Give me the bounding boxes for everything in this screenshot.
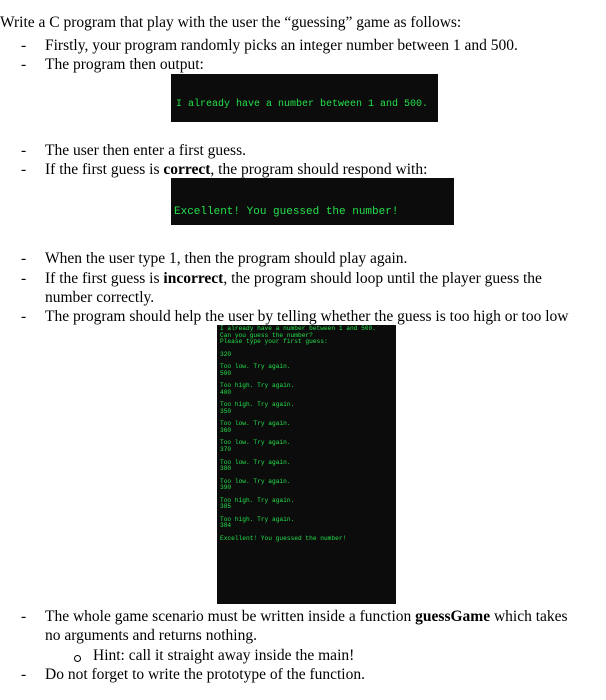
- terminal-line: Too low. Try again.: [220, 363, 291, 371]
- sub-bullet-circle-icon: [74, 655, 81, 662]
- bullet-text-function: [45, 608, 568, 626]
- bold-incorrect: incorrect: [163, 270, 224, 287]
- bullet-text-part: which takes: [490, 608, 568, 625]
- terminal-line: 390: [220, 484, 232, 492]
- terminal-line: 380: [220, 465, 232, 473]
- bullet-text-part: If the first guess is: [45, 161, 164, 178]
- terminal-output-initial: [171, 74, 438, 122]
- bullet-text-part: The whole game scenario must be written inside a function: [45, 608, 416, 625]
- bullet-text-part: , the program should loop until the player guess the: [223, 270, 542, 287]
- terminal-line: Too high. Try again.: [220, 401, 295, 409]
- bullet-dash: -: [21, 161, 27, 178]
- terminal-line: Too high. Try again.: [220, 496, 295, 504]
- bullet-dash: -: [21, 142, 27, 159]
- terminal-line: 370: [220, 446, 232, 454]
- sub-bullet-text: Hint: call it straight away inside the main!: [93, 647, 355, 664]
- terminal-line: Too low. Try again.: [220, 458, 291, 466]
- bullet-dash: -: [21, 56, 27, 73]
- terminal-line: Too high. Try again.: [220, 382, 295, 390]
- terminal-line: I already have a number between 1 and 500.: [176, 99, 429, 110]
- terminal-line: 360: [220, 426, 232, 434]
- terminal-line: Too low. Try again.: [220, 439, 291, 447]
- terminal-line: Please type your first guess:: [220, 338, 328, 346]
- bullet-text-continued: number correctly.: [45, 289, 155, 306]
- terminal-line: 400: [220, 388, 232, 396]
- bullet-dash: -: [21, 608, 27, 625]
- terminal-line: I already have a number between 1 and 500.: [220, 325, 376, 332]
- bullet-text: The user then enter a first guess.: [45, 142, 247, 159]
- bullet-text-part: If the first guess is: [45, 270, 164, 287]
- bold-correct: correct: [163, 161, 211, 178]
- bullet-text: When the user type 1, then the program should play again.: [45, 250, 408, 267]
- terminal-line: Excellent! You guessed the number!: [174, 206, 399, 218]
- bullet-text-correct: [45, 161, 427, 179]
- terminal-line: 385: [220, 503, 232, 511]
- bullet-text: The program then output:: [45, 56, 204, 73]
- bullet-dash: -: [21, 250, 27, 267]
- terminal-line: Excellent! You guessed the number!: [220, 534, 347, 542]
- terminal-line: 320: [220, 350, 232, 358]
- intro-text: Write a C program that play with the user the “guessing” game as follows:: [0, 14, 462, 31]
- terminal-line: 500: [220, 369, 232, 377]
- bullet-dash: -: [21, 270, 27, 287]
- bullet-text-continued: no arguments and returns nothing.: [45, 627, 257, 644]
- terminal-line: 350: [220, 407, 232, 415]
- bullet-dash: -: [21, 308, 27, 325]
- bullet-text: Firstly, your program randomly picks an integer number between 1 and 500.: [45, 37, 518, 54]
- bullet-dash: -: [21, 37, 27, 54]
- bullet-text: The program should help the user by telling whether the guess is too high or too low: [45, 308, 569, 325]
- terminal-output-session: [217, 325, 396, 604]
- terminal-output-correct: [171, 178, 454, 225]
- terminal-line: Too low. Try again.: [220, 477, 291, 485]
- bold-function-name: guessGame: [415, 608, 491, 625]
- terminal-line: 384: [220, 522, 232, 530]
- terminal-line: Too high. Try again.: [220, 515, 295, 523]
- bullet-text-part: , the program should respond with:: [210, 161, 428, 178]
- terminal-line: Can you guess the number?: [220, 331, 313, 339]
- terminal-line: Too low. Try again.: [220, 420, 291, 428]
- bullet-text-incorrect: [45, 270, 542, 288]
- bullet-text: Do not forget to write the prototype of the function.: [45, 666, 365, 683]
- bullet-dash: -: [21, 666, 27, 683]
